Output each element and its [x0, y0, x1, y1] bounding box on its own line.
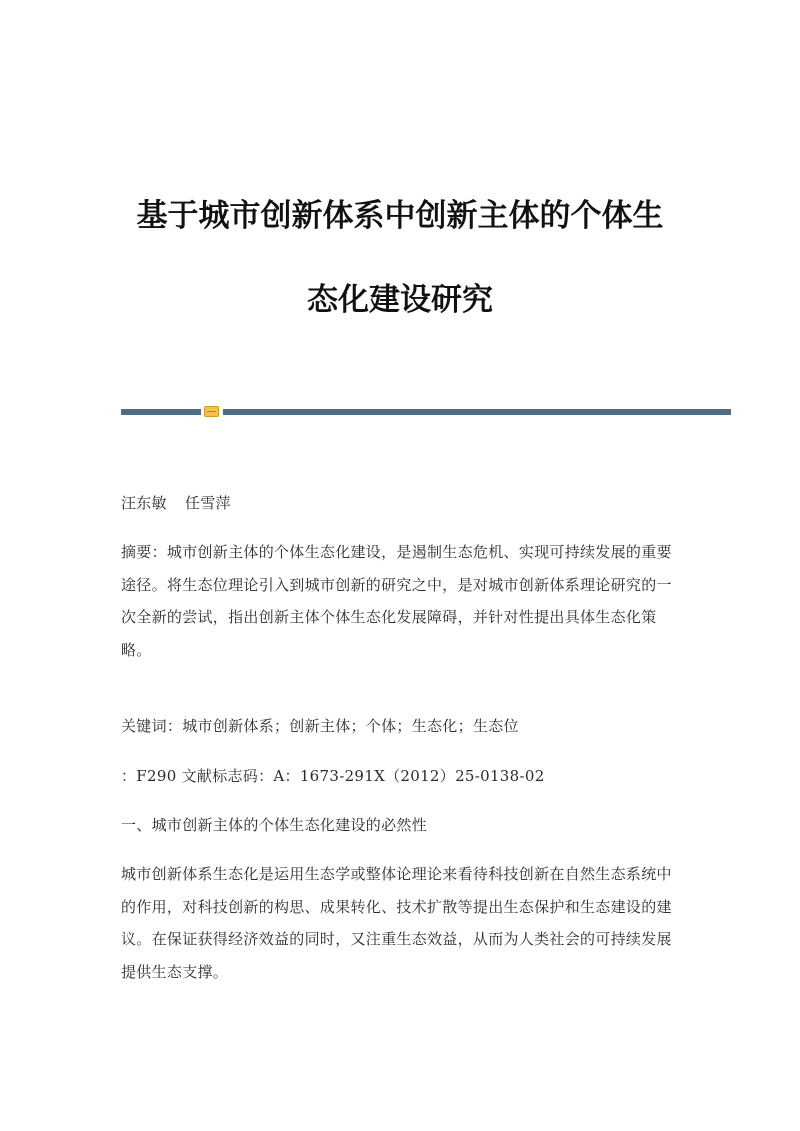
section-heading: 一、城市创新主体的个体生态化建设的必然性: [121, 816, 428, 834]
classification-code: ：F290 文献标志码：A：1673-291X（2012）25-0138-02: [121, 767, 545, 785]
title-divider-left: [121, 409, 201, 415]
authors: [121, 488, 676, 519]
title-line-2: 态化建设研究: [307, 282, 493, 318]
title-divider-right: [223, 409, 731, 415]
section-paragraph: 城市创新体系生态化是运用生态学或整体论理论来看待科技创新在自然生态系统中的作用，对科技创新的构思、成果转化、技术扩散等提出生态保护和生态建设的建议。在保证获得经济效益的同时，又注重生态效益，从而为人类社会的可持续发展提供生态支撑。: [121, 865, 672, 981]
abstract: 摘要：城市创新主体的个体生态化建设，是遏制生态危机、实现可持续发展的重要途径。将生态位理论引入到城市创新的研究之中，是对城市创新体系理论研究的一次全新的尝试，指出创新主体个体生态化发展障碍，并针对性提出具体生态化策略。: [121, 543, 672, 659]
author-name: 汪东敏: [121, 494, 167, 512]
keywords: 关键词：城市创新体系；创新主体；个体；生态化；生态位: [121, 717, 519, 735]
title-line-1: 基于城市创新体系中创新主体的个体生: [136, 198, 664, 234]
envelope-icon: [204, 406, 219, 417]
author-name: 任雪萍: [184, 494, 231, 512]
